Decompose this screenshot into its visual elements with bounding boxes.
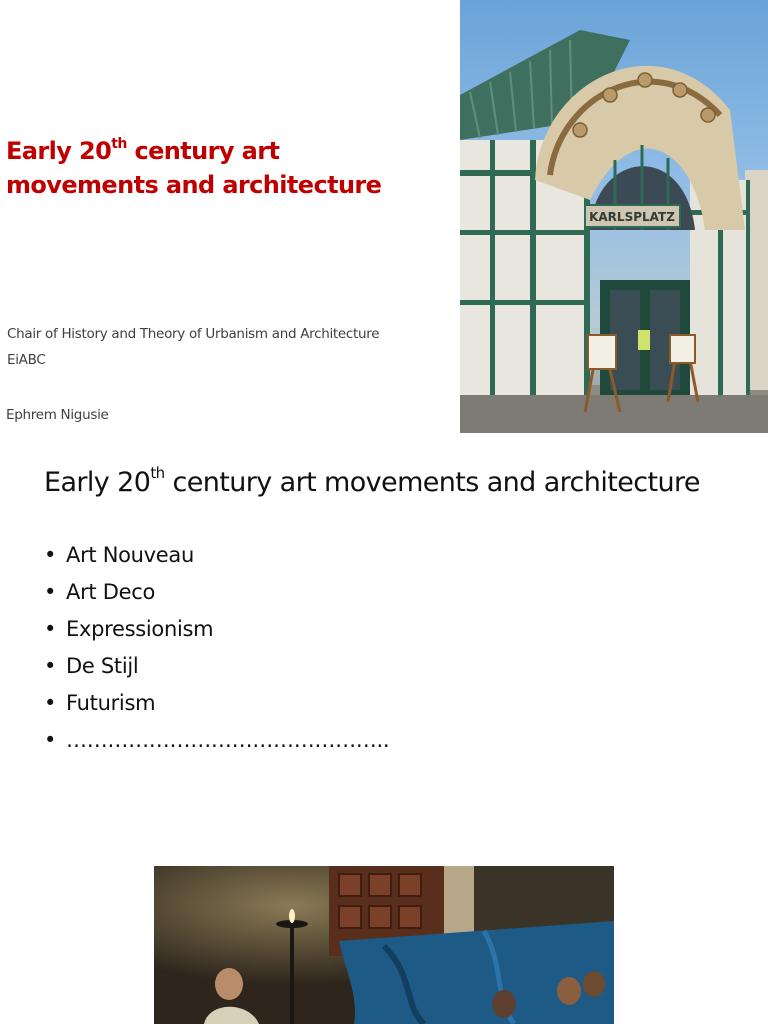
subtitle-institution: EiABC [7, 352, 46, 368]
heading-text-part: century art movements and architecture [164, 467, 700, 498]
list-item [44, 537, 389, 574]
building-photo [460, 0, 768, 433]
bullet-marker: • [44, 728, 57, 752]
list-item [44, 685, 389, 722]
subtitle-chair: Chair of History and Theory of Urbanism and Architecture [7, 326, 380, 342]
heading-text-part: Early 20 [44, 467, 151, 498]
painting-image [154, 866, 614, 1024]
station-sign-text: KARLSPLATZ [589, 210, 675, 224]
slide-title [0, 0, 768, 433]
movement-list [44, 537, 389, 759]
title-text-line2: movements and architecture [6, 171, 382, 199]
list-item-text: Art Nouveau [66, 543, 195, 567]
list-item-text: Art Deco [66, 580, 155, 604]
list-item-text: De Stijl [66, 654, 139, 678]
list-item [44, 722, 389, 759]
list-item [44, 648, 389, 685]
bullet-marker: • [44, 543, 57, 567]
building-illustration [460, 0, 768, 433]
list-item-text: ……………………………………….. [66, 728, 390, 752]
author-name: Ephrem Nigusie [6, 407, 109, 423]
slide-overview [0, 433, 768, 866]
bullet-marker: • [44, 580, 57, 604]
title-text-part: century art [126, 137, 280, 165]
overview-heading [44, 464, 700, 498]
slide-painting [0, 866, 768, 1024]
bullet-marker: • [44, 654, 57, 678]
list-item [44, 574, 389, 611]
bullet-marker: • [44, 691, 57, 715]
slide-title-heading [6, 134, 436, 202]
list-item-text: Expressionism [66, 617, 214, 641]
list-item-text: Futurism [66, 691, 156, 715]
title-text-part: Early 20 [6, 137, 112, 165]
title-superscript: th [111, 136, 127, 152]
bullet-marker: • [44, 617, 57, 641]
heading-superscript: th [150, 464, 165, 482]
painting-illustration [154, 866, 614, 1024]
list-item [44, 611, 389, 648]
